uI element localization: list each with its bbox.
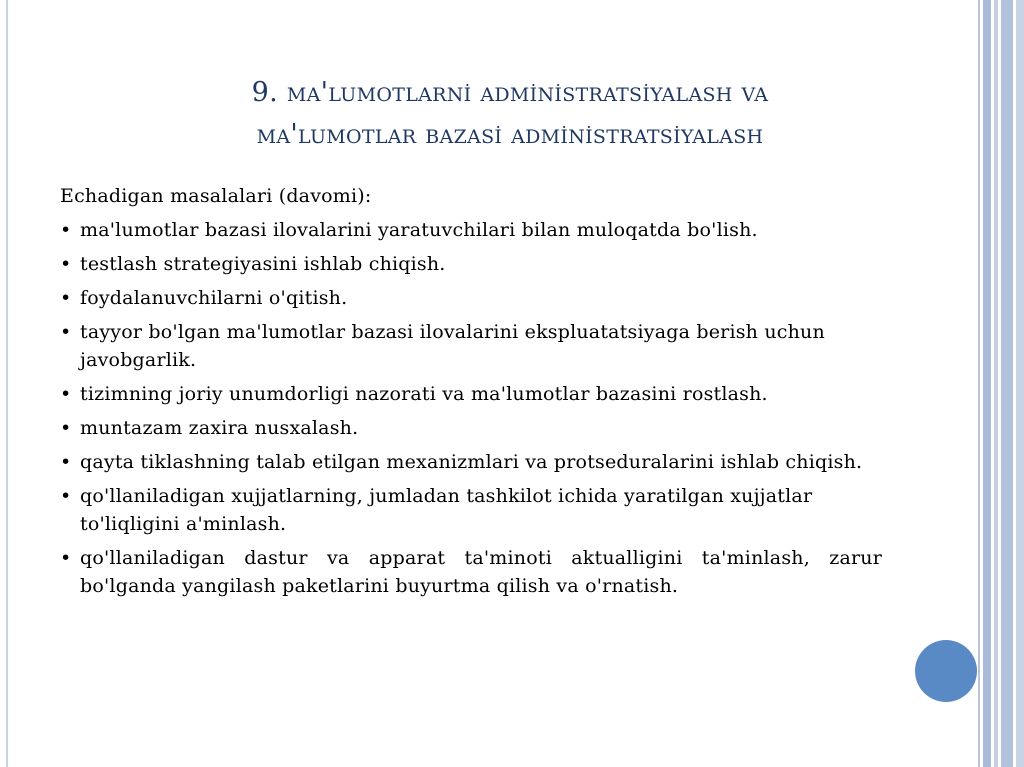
slide-title (120, 72, 900, 156)
left-border-line (6, 0, 8, 767)
intro-text: Echadigan masalalari (davomi): (60, 185, 372, 207)
list-item-text: qo'llaniladigan xujjatlarning, jumladan tashkilot ichida yaratilgan xujjatlar to'liqligini a'minlash. (80, 485, 813, 535)
list-item-text: tayyor bo'lgan ma'lumotlar bazasi ilovalarini ekspluatatsiyaga berish uchun javobgarlik. (80, 321, 825, 371)
slide-title-line-1: 9. ma'lumotlarni̇ admi̇ni̇stratsi̇yalash va (251, 77, 769, 108)
bullet: • (60, 451, 72, 473)
list-item (60, 250, 882, 278)
bullet: • (60, 321, 72, 343)
decorative-circle (915, 640, 977, 702)
decorative-stripe (994, 0, 998, 767)
list-item-text: qayta tiklashning talab etilgan mexanizmlari va protseduralarini ishlab chiqish. (80, 451, 863, 473)
list-item-text: testlash strategiyasini ishlab chiqish. (80, 253, 446, 275)
bullet: • (60, 287, 72, 309)
decorative-stripe (983, 0, 991, 767)
slide-body (60, 182, 882, 606)
decorative-stripe (978, 0, 980, 767)
list-item (60, 414, 882, 442)
slide-title-line-2: ma'lumotlar bazasi̇ admi̇ni̇stratsi̇yalash (256, 119, 764, 150)
list-item-text: foydalanuvchilarni o'qitish. (80, 287, 348, 309)
list-item-text: muntazam zaxira nusxalash. (80, 417, 359, 439)
bullet: • (60, 383, 72, 405)
list-item-text: tizimning joriy unumdorligi nazorati va ma'lumotlar bazasini rostlash. (80, 383, 768, 405)
bullet: • (60, 219, 72, 241)
bullet: • (60, 485, 72, 507)
bullet: • (60, 547, 72, 569)
list-item (60, 318, 882, 374)
list-item (60, 284, 882, 312)
list-item (60, 544, 882, 600)
list-item-text: ma'lumotlar bazasi ilovalarini yaratuvchilari bilan muloqatda bo'lish. (80, 219, 758, 241)
list-item (60, 448, 882, 476)
list-item (60, 380, 882, 408)
bullet: • (60, 417, 72, 439)
list-item (60, 482, 882, 538)
bullet: • (60, 253, 72, 275)
list-item-text: qo'llaniladigan dastur va apparat ta'minoti aktualligini ta'minlash, zarur bo'lganda yangilash paketlarini buyurtma qilish va o'rnatish. (80, 547, 882, 597)
list-item (60, 216, 882, 244)
decorative-stripe (1001, 0, 1013, 767)
decorative-stripe (1016, 0, 1024, 767)
